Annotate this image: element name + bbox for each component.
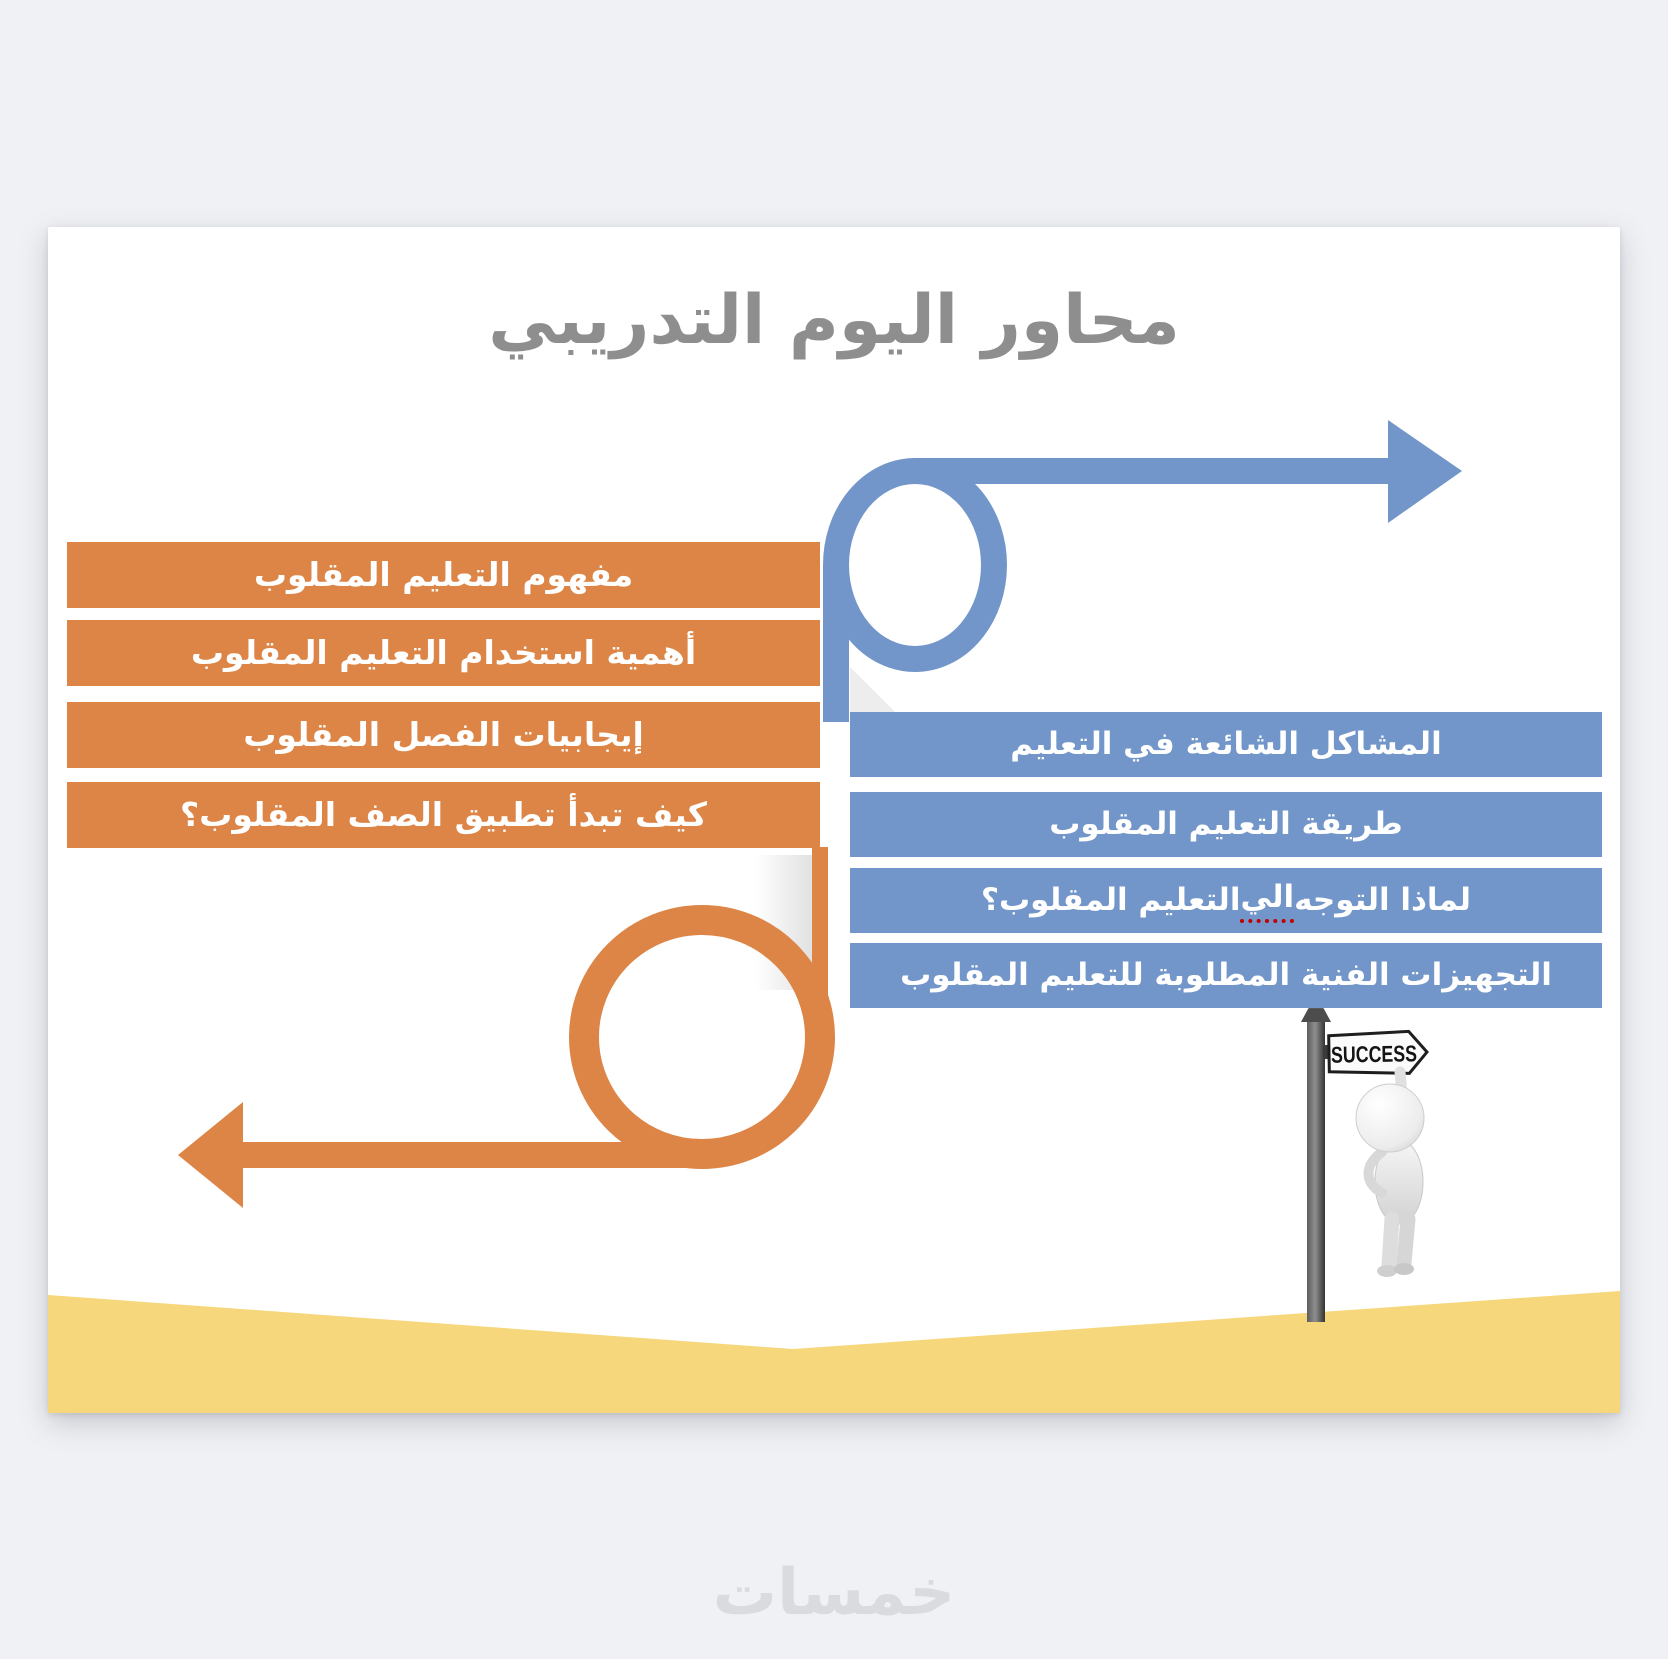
topic-label: التجهيزات الفنية المطلوبة للتعليم المقلوب	[900, 957, 1552, 994]
presentation-slide	[48, 227, 1620, 1413]
success-signpost	[1301, 997, 1443, 1322]
signpost-pole	[1307, 1022, 1325, 1322]
figure-foot	[1377, 1265, 1397, 1277]
yellow-ribbon	[48, 1291, 1620, 1413]
topic-bar-blue-3	[850, 868, 1602, 933]
topic-bar-orange-1	[67, 542, 820, 608]
topic-bar-orange-4	[67, 782, 820, 848]
orange-arrowhead-icon	[178, 1102, 243, 1208]
figure-leg	[1404, 1219, 1408, 1263]
blue-loop-arrow	[836, 420, 1462, 722]
khamsat-watermark: خمسات	[712, 1556, 956, 1630]
topic-bar-orange-2	[67, 620, 820, 686]
topic-label: التعليم المقلوب؟	[981, 882, 1241, 919]
success-sign	[1329, 1031, 1443, 1075]
topic-bar-blue-2	[850, 792, 1602, 857]
topic-label: كيف تبدأ تطبيق الصف المقلوب؟	[180, 795, 707, 835]
figure-leg	[1389, 1219, 1392, 1265]
blue-arrowhead-icon	[1388, 420, 1462, 523]
orange-loop-arrow	[178, 847, 820, 1208]
topic-label: إيجابيات الفصل المقلوب	[243, 715, 644, 755]
topic-bar-orange-3	[67, 702, 820, 768]
slide-title: محاور اليوم التدريبي	[488, 280, 1180, 360]
figure-head	[1356, 1084, 1424, 1152]
topic-label: مفهوم التعليم المقلوب	[253, 555, 634, 595]
topic-label: المشاكل الشائعة في التعليم	[1010, 726, 1442, 763]
topic-label: أهمية استخدام التعليم المقلوب	[190, 633, 697, 673]
hanging-figure	[1356, 1072, 1424, 1277]
topic-label: طريقة التعليم المقلوب	[1049, 806, 1403, 843]
figure-foot	[1394, 1263, 1414, 1275]
success-sign-label: SUCCESS	[1330, 1039, 1443, 1068]
spellcheck-underlined-word: الي	[1240, 878, 1294, 924]
topic-bar-blue-1	[850, 712, 1602, 777]
blue-stem-shadow	[850, 667, 896, 713]
topic-bar-blue-4	[850, 943, 1602, 1008]
signpost-finial	[1301, 1009, 1331, 1022]
topic-label: لماذا التوجه	[1294, 882, 1471, 919]
